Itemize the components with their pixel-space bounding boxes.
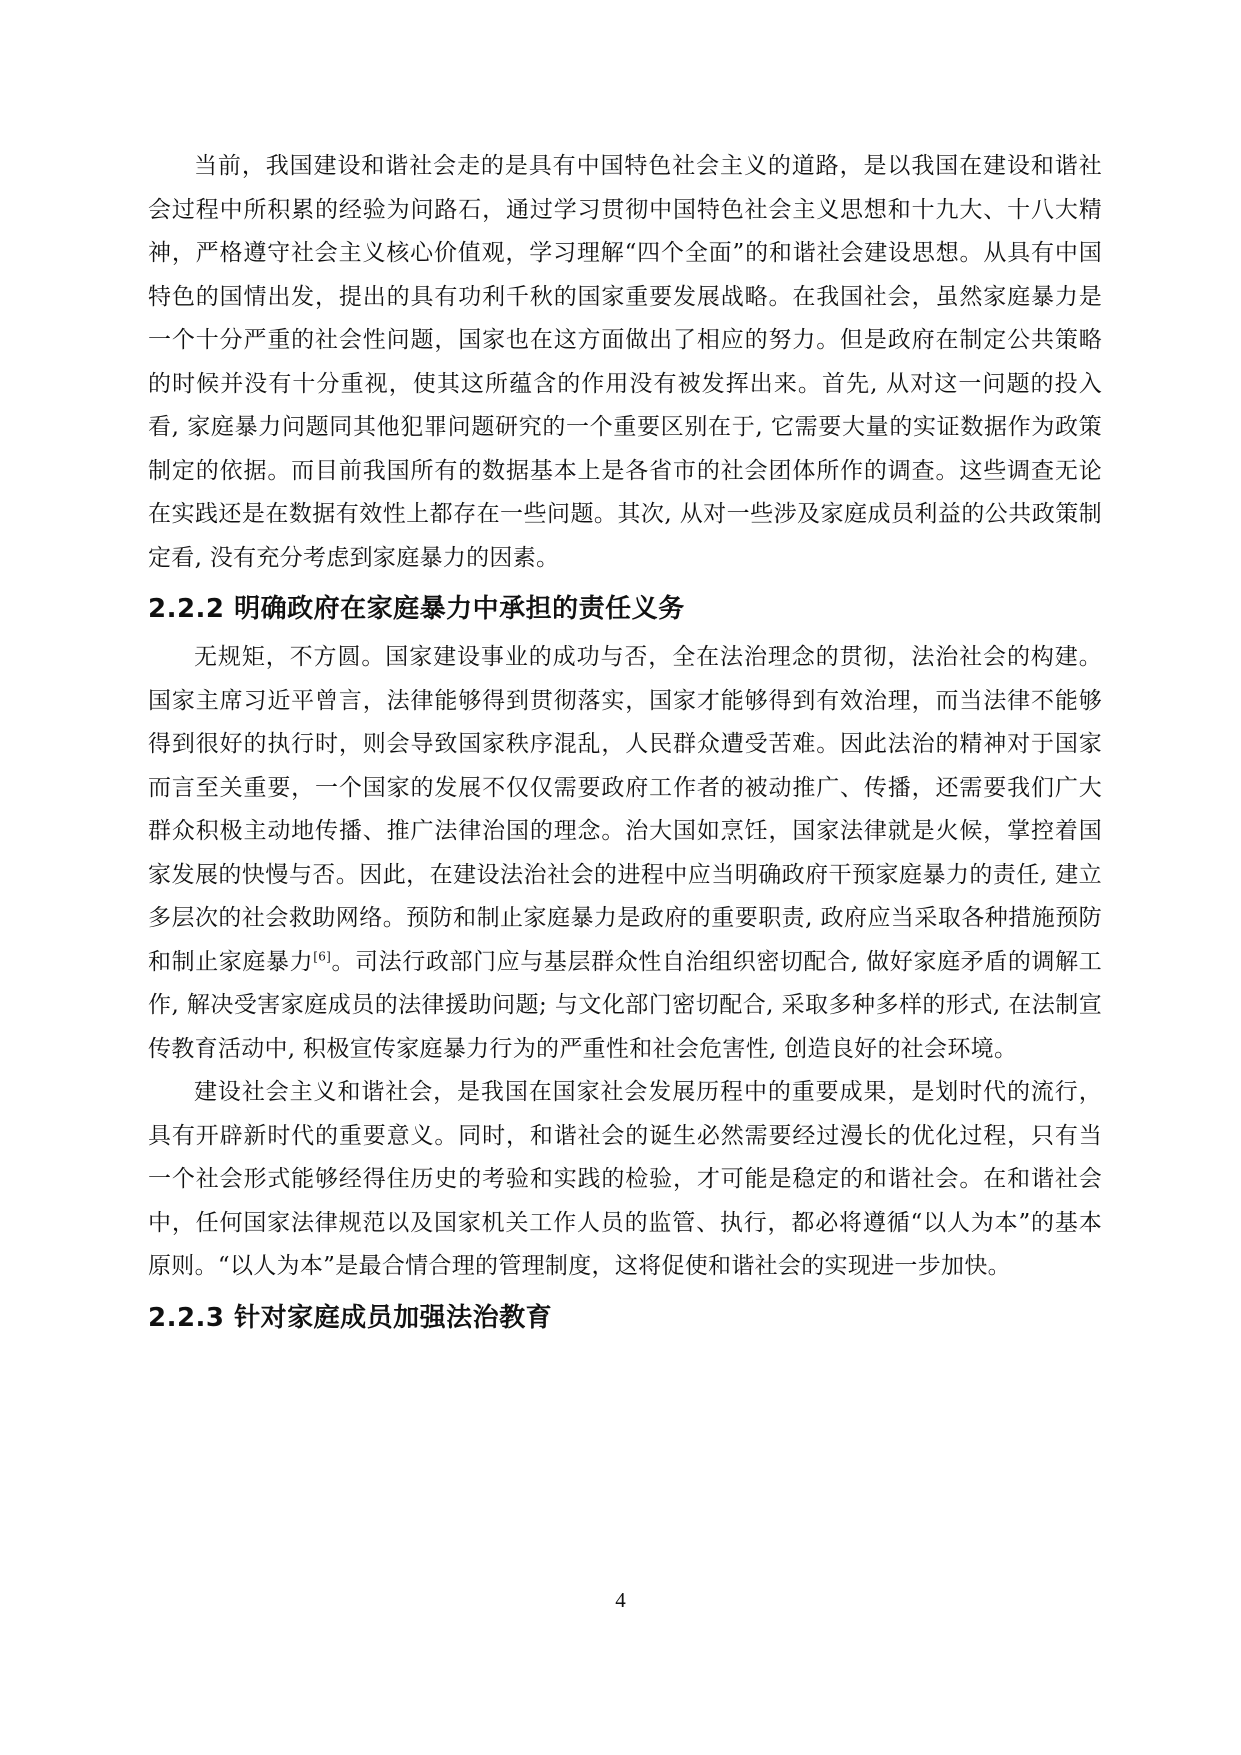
paragraph-harmonious-society-road: 当前，我国建设和谐社会走的是具有中国特色社会主义的道路，是以我国在建设和谐社会过程中所积累的经验为问路石，通过学习贯彻中国特色社会主义思想和十九大、十八大精神，严格遵守社会主义核心价值观，学习理解“四个全面”的和谐社会建设思想。从具有中国特色的国情出发，提出的具有功利千秋的国家重要发展战略。在我国社会，虽然家庭暴力是一个十分严重的社会性问题，国家也在这方面做出了相应的努力。但是政府在制定公共策略的时候并没有十分重视，使其这所蕴含的作用没有被发挥出来。首先, 从对这一问题的投入看, 家庭暴力问题同其他犯罪问题研究的一个重要区别在于, 它需要大量的实证数据作为政策制定的依据。而目前我国所有的数据基本上是各省市的社会团体所作的调查。这些调查无论在实践还是在数据有效性上都存在一些问题。其次, 从对一些涉及家庭成员利益的公共政策制定看, 没有充分考虑到家庭暴力的因素。 — [148, 153, 1102, 571]
page-number: 4 — [615, 1588, 626, 1612]
page-content — [148, 145, 1102, 1345]
paragraph-text-part-2: 。司法行政部门应与基层群众性自治组织密切配合, 做好家庭矛盾的调解工作, 解决受害家庭成员的法律援助问题; 与文化部门密切配合, 采取多种多样的形式, 在法制宣传教育活动中, 积极宣传家庭暴力行为的严重性和社会危害性, 创造良好的社会环境。 — [148, 948, 1102, 1062]
paragraph-text-part-1: 无规矩，不方圆。国家建设事业的成功与否，全在法治理念的贯彻，法治社会的构建。国家主席习近平曾言，法律能够得到贯彻落实，国家才能够得到有效治理，而当法律不能够得到很好的执行时，则会导致国家秩序混乱，人民群众遭受苦难。因此法治的精神对于国家而言至关重要，一个国家的发展不仅仅需要政府工作者的被动推广、传播，还需要我们广大群众积极主动地传播、推广法律治国的理念。治大国如烹饪，国家法律就是火候，掌控着国家发展的快慢与否。因此，在建设法治社会的进程中应当明确政府干预家庭暴力的责任, 建立多层次的社会救助网络。预防和制止家庭暴力是政府的重要职责, 政府应当采取各种措施预防和制止家庭暴力 — [148, 644, 1102, 975]
citation-reference: [6] — [313, 948, 332, 963]
paragraph-government-responsibility — [148, 636, 1102, 1071]
section-heading-2-2-2: 2.2.2 明确政府在家庭暴力中承担的责任义务 — [148, 594, 685, 624]
paragraph-people-oriented: 建设社会主义和谐社会，是我国在国家社会发展历程中的重要成果，是划时代的流行，具有开辟新时代的重要意义。同时，和谐社会的诞生必然需要经过漫长的优化过程，只有当一个社会形式能够经得住历史的考验和实践的检验，才可能是稳定的和谐社会。在和谐社会中，任何国家法律规范以及国家机关工作人员的监管、执行，都必将遵循“以人为本”的基本原则。“以人为本”是最合情合理的管理制度，这将促使和谐社会的实现进一步加快。 — [148, 1079, 1102, 1279]
section-heading-2-2-3: 2.2.3 针对家庭成员加强法治教育 — [148, 1302, 553, 1333]
